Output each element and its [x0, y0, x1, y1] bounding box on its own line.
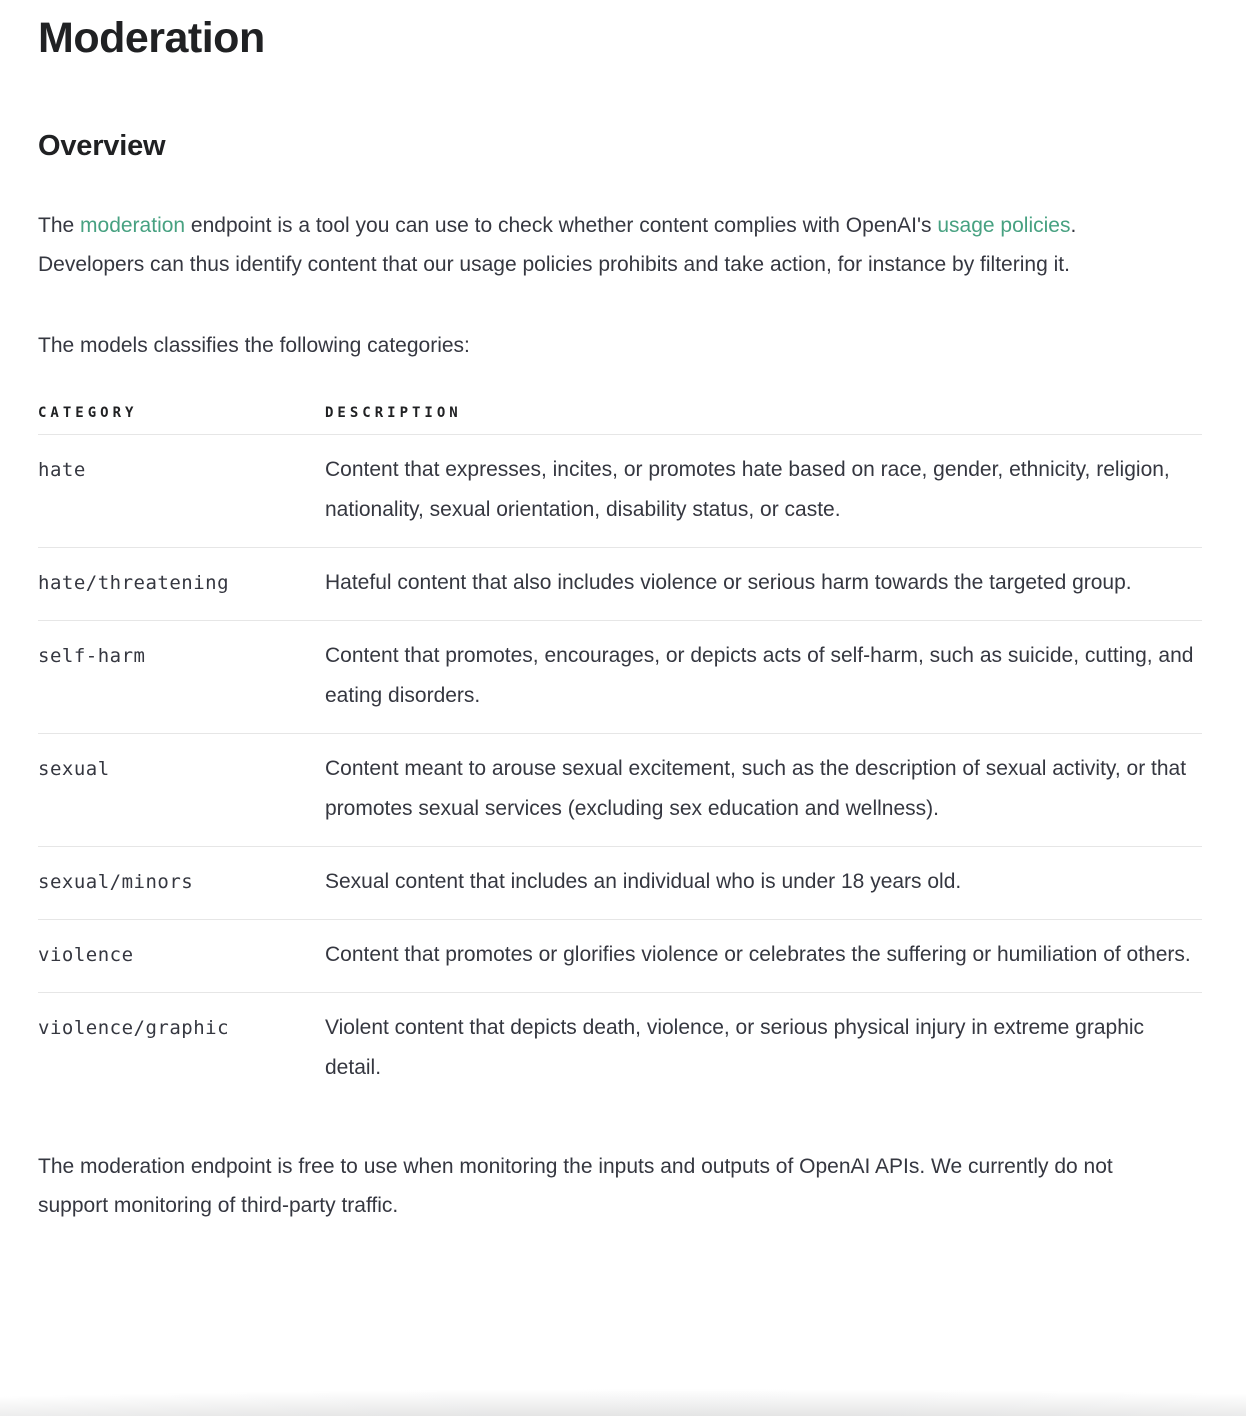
- category-cell: sexual: [38, 734, 325, 847]
- intro-text-2: endpoint is a tool you can use to check whether content complies with OpenAI's: [185, 214, 938, 238]
- table-row: [38, 993, 1202, 1106]
- table-row: [38, 548, 1202, 621]
- category-table-body: [38, 435, 1202, 1106]
- description-cell: Content that expresses, incites, or promotes hate based on race, gender, ethnicity, religion, nationality, sexual orientation, disability status, or caste.: [325, 435, 1202, 548]
- category-table-head: [38, 405, 1202, 435]
- table-row: [38, 435, 1202, 548]
- description-cell: Content that promotes or glorifies violence or celebrates the suffering or humiliation of others.: [325, 920, 1202, 993]
- category-table: [38, 405, 1202, 1105]
- category-cell: sexual/minors: [38, 847, 325, 920]
- category-cell: violence: [38, 920, 325, 993]
- description-cell: Violent content that depicts death, violence, or serious physical injury in extreme graphic detail.: [325, 1016, 1145, 1080]
- category-cell: hate: [38, 435, 325, 548]
- intro-text-3: . Developers can thus identify content that our usage policies prohibits and take action, for instance by filtering it.: [38, 214, 1077, 277]
- description-cell: Hateful content that also includes violence or serious harm towards the targeted group.: [325, 548, 1202, 621]
- description-cell: Content meant to arouse sexual excitement, such as the description of sexual activity, or that promotes sexual services (excluding sex education and wellness).: [325, 734, 1202, 847]
- description-cell: Sexual content that includes an individual who is under 18 years old.: [325, 847, 1202, 920]
- closing-paragraph: The moderation endpoint is free to use when monitoring the inputs and outputs of OpenAI APIs. We currently do not support monitoring of third-party traffic.: [38, 1155, 1113, 1218]
- description-cell: Content that promotes, encourages, or depicts acts of self-harm, such as suicide, cutting, and eating disorders.: [325, 621, 1202, 734]
- page-title: Moderation: [38, 14, 265, 62]
- moderation-link[interactable]: moderation: [80, 214, 186, 238]
- table-row: [38, 734, 1202, 847]
- bottom-scroll-shade: [0, 1386, 1246, 1416]
- table-row: [38, 621, 1202, 734]
- table-intro-paragraph: The models classifies the following categories:: [38, 334, 470, 358]
- table-row: [38, 920, 1202, 993]
- overview-heading: Overview: [38, 130, 166, 163]
- intro-text-1: The: [38, 214, 81, 238]
- description-column-header: DESCRIPTION: [325, 405, 1202, 435]
- category-column-header: CATEGORY: [38, 405, 325, 435]
- category-cell: hate/threatening: [38, 548, 325, 621]
- table-row: [38, 847, 1202, 920]
- usage-policies-link[interactable]: usage policies: [937, 214, 1071, 238]
- category-cell: self-harm: [38, 621, 325, 734]
- category-cell: violence/graphic: [38, 1017, 230, 1040]
- intro-paragraph: [38, 206, 1188, 284]
